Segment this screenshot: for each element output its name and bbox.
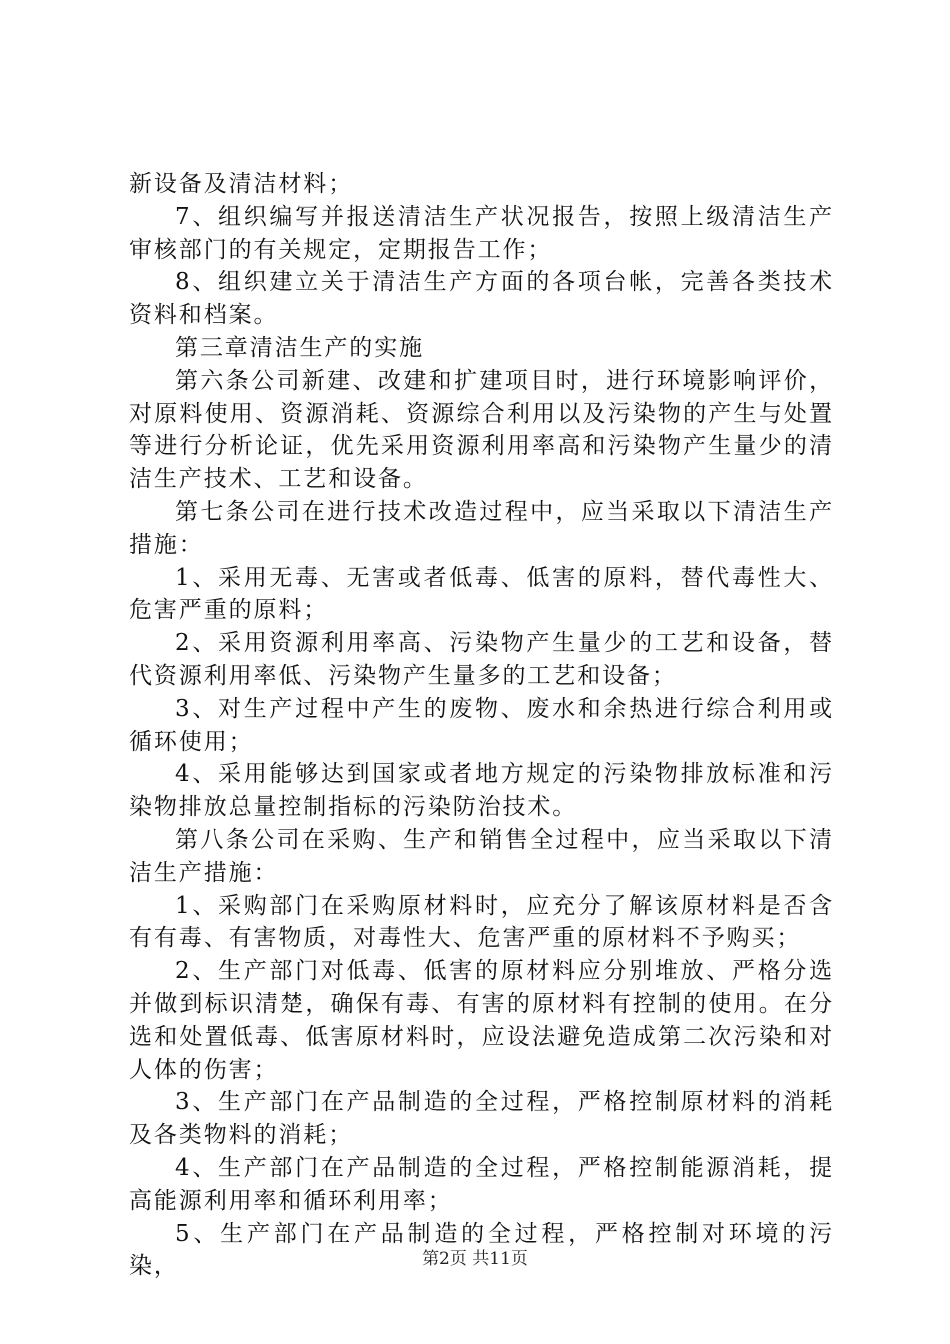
paragraph: 5、生产部门在产品制造的全过程，严格控制对环境的污染， xyxy=(129,1220,834,1280)
paragraph: 3、生产部门在产品制造的全过程，严格控制原材料的消耗及各类物料的消耗； xyxy=(129,1089,834,1149)
paragraph: 第八条公司在采购、生产和销售全过程中，应当采取以下清洁生产措施： xyxy=(129,826,834,886)
chapter-heading: 第三章清洁生产的实施 xyxy=(175,334,424,361)
paragraph: 新设备及清洁材料； xyxy=(129,171,354,197)
paragraph: 1、采用无毒、无害或者低毒、低害的原料，替代毒性大、危害严重的原料； xyxy=(129,564,834,624)
document-body xyxy=(129,168,834,1283)
page-number-footer: 第2页 共11页 xyxy=(422,1249,528,1269)
paragraph: 4、生产部门在产品制造的全过程，严格控制能源消耗，提高能源利用率和循环利用率； xyxy=(129,1154,834,1214)
paragraph: 3、对生产过程中产生的废物、废水和余热进行综合利用或循环使用； xyxy=(129,695,834,755)
paragraph: 2、生产部门对低毒、低害的原材料应分别堆放、严格分选并做到标识清楚，确保有毒、有害的原材料有控制的使用。在分选和处置低毒、低害原材料时，应设法避免造成第二次污染和对人体的伤害； xyxy=(129,958,834,1083)
paragraph: 第六条公司新建、改建和扩建项目时，进行环境影响评价，对原料使用、资源消耗、资源综合利用以及污染物的产生与处置等进行分析论证，优先采用资源利用率高和污染物产生量少的清洁生产技术、工艺和设备。 xyxy=(129,367,834,493)
paragraph: 7、组织编写并报送清洁生产状况报告，按照上级清洁生产审核部门的有关规定，定期报告工作； xyxy=(129,203,834,263)
paragraph: 4、采用能够达到国家或者地方规定的污染物排放标准和污染物排放总量控制指标的污染防治技术。 xyxy=(129,761,834,821)
paragraph: 2、采用资源利用率高、污染物产生量少的工艺和设备，替代资源利用率低、污染物产生量多的工艺和设备； xyxy=(129,630,834,689)
paragraph: 1、采购部门在采购原材料时，应充分了解该原材料是否含有有毒、有害物质，对毒性大、危害严重的原材料不予购买； xyxy=(129,892,834,952)
paragraph: 8、组织建立关于清洁生产方面的各项台帐，完善各类技术资料和档案。 xyxy=(129,269,834,329)
paragraph: 第七条公司在进行技术改造过程中，应当采取以下清洁生产措施： xyxy=(129,498,834,558)
